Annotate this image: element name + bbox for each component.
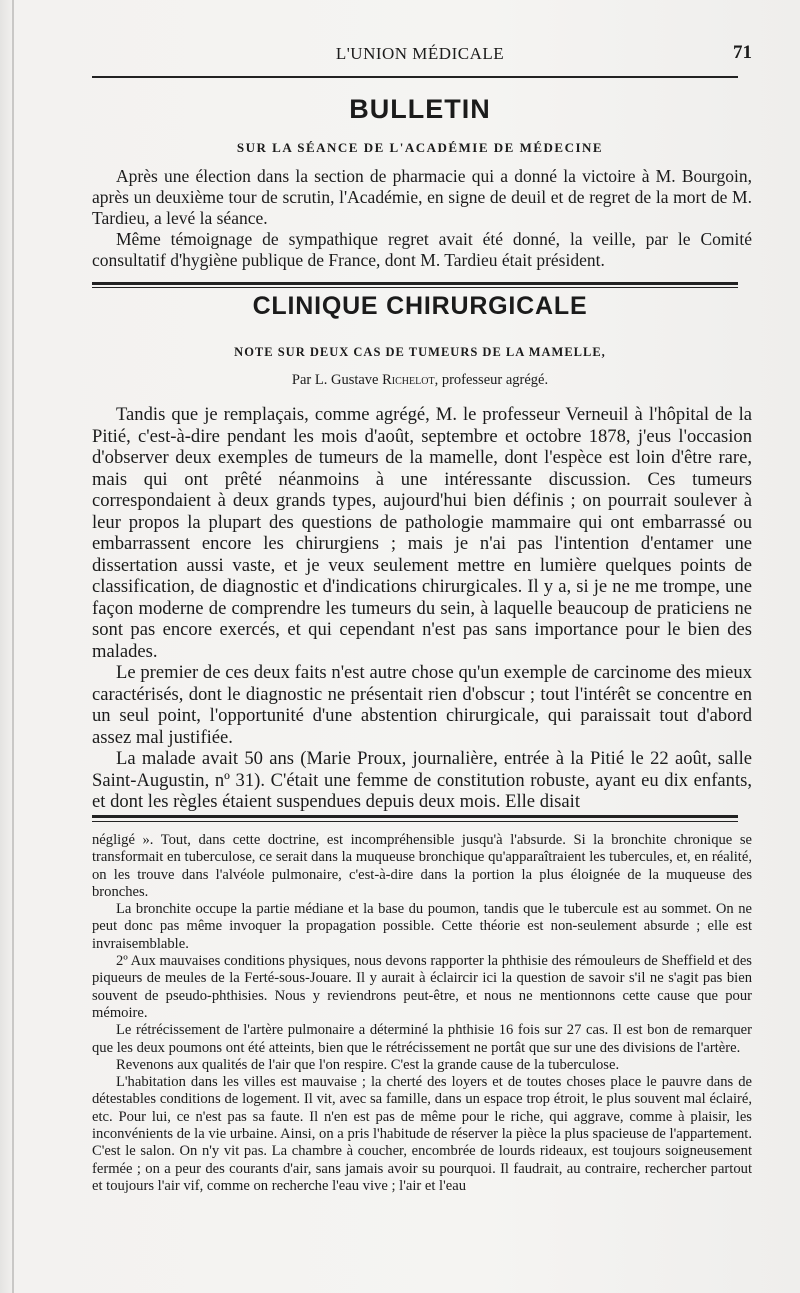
binding-edge <box>12 0 14 1293</box>
author-suffix: , professeur agrégé. <box>434 372 549 388</box>
feuilleton-body <box>92 832 752 1195</box>
feuilleton-paragraph: La bronchite occupe la partie médiane et la base du poumon, tandis que le tubercule est au sommet. On ne peut donc pas même invoquer la propagation possible. Cette théorie est non-seulement absurde ; elle est invraisemblable. <box>92 901 752 952</box>
clinique-title: CLINIQUE CHIRURGICALE <box>252 292 588 320</box>
article-paragraph: Le premier de ces deux faits n'est autre chose qu'un exemple de carcinome des mieux caractérisés, dont le diagnostic ne présentait rien d'obscur ; tout l'intérêt se concentre en un seul point, l'opportunité d'une abstention chirurgicale, qui paraissait tout d'abord assez mal justifiée. <box>92 662 752 748</box>
article-body <box>92 404 752 813</box>
bulletin-paragraph: Après une élection dans la section de pharmacie qui a donné la victoire à M. Bourgoin, après un deuxième tour de scrutin, l'Académie, en signe de deuil et de regret de la mort de M. Tardieu, a levé la séance. <box>92 166 752 228</box>
feuilleton-rule-thin <box>92 821 738 822</box>
feuilleton-paragraph: 2º Aux mauvaises conditions physiques, nous devons rapporter la phthisie des rémouleurs de Sheffield et des piqueurs de meules de la Ferté-sous-Jouare. Il y aurait à éclaircir ici la question de savoir s'il ne s'agit pas bien souvent de pseudo-phthisies. Nous y reviendrons peut-être, et nous ne mentionnons cette cause que pour mémoire. <box>92 953 752 1021</box>
section-rule-thin <box>92 287 738 288</box>
feuilleton-paragraph: Le rétrécissement de l'artère pulmonaire a déterminé la phthisie 16 fois sur 27 cas. Il est bon de remarquer que les deux poumons ont été atteints, bien que le rétrécissement ne portât que sur une des divisions de l'artère. <box>92 1022 752 1056</box>
bulletin-subtitle: SUR LA SÉANCE DE L'ACADÉMIE DE MÉDECINE <box>236 140 604 155</box>
author-line <box>160 372 680 389</box>
author-prefix: Par L. Gustave <box>291 372 383 388</box>
section-rule-thick <box>92 282 738 285</box>
feuilleton-rule-thick <box>92 815 738 818</box>
bulletin-body <box>92 166 752 271</box>
author-name: Richelot <box>382 372 435 388</box>
feuilleton-paragraph: L'habitation dans les villes est mauvaise ; la cherté des loyers et de toutes choses place le pauvre dans de détestables conditions de logement. Il vit, avec sa famille, dans un espace trop étroit, le plus souvent mal éclairé, etc. Pour lui, ce n'est pas sa faute. Il n'en est pas de même pour le riche, qui aggrave, comme à plaisir, les inconvénients de la vie urbaine. Ainsi, on a pris l'habitude de réserver la pièce la plus spacieuse de l'appartement. C'est le salon. On n'y vit pas. La chambre à coucher, encombrée de lourds rideaux, est toujours soigneusement fermée ; on a peur des courants d'air, sans jamais avoir su pourquoi. Il faudrait, au contraire, rechercher partout et toujours l'air vif, comme on recherche l'eau vive ; l'air et l'eau <box>92 1074 752 1194</box>
note-title: NOTE SUR DEUX CAS DE TUMEURS DE LA MAMELLE, <box>234 345 606 359</box>
feuilleton-paragraph: négligé ». Tout, dans cette doctrine, est incompréhensible jusqu'à l'absurde. Si la bronchite chronique se transformait en tuberculose, ce serait dans la muqueuse bronchique qu'apparaîtraient les tubercules, et, en réalité, on les trouve dans l'alvéole pulmonaire, c'est-à-dire dans la portion la plus éloignée de la muqueuse des bronches. <box>92 832 752 900</box>
feuilleton-paragraph: Revenons aux qualités de l'air que l'on respire. C'est la grande cause de la tuberculose. <box>116 1056 620 1073</box>
article-paragraph: La malade avait 50 ans (Marie Proux, journalière, entrée à la Pitié le 22 août, salle Saint-Augustin, nº 31). C'était une femme de constitution robuste, ayant eu dix enfants, et dont les règles étaient suspendues depuis deux mois. Elle disait <box>92 748 752 812</box>
bulletin-paragraph: Même témoignage de sympathique regret avait été donné, la veille, par le Comité consultatif d'hygiène publique de France, dont M. Tardieu était président. <box>92 229 752 270</box>
article-paragraph: Tandis que je remplaçais, comme agrégé, M. le professeur Verneuil à l'hôpital de la Pitié, c'est-à-dire pendant les mois d'août, septembre et octobre 1878, j'eus l'occasion d'observer deux exemples de tumeurs de la mamelle, dont l'espèce est loin d'être rare, mais qui ont prêté néanmoins à une intéressante discussion. Ces tumeurs correspondaient à deux grands types, aujourd'hui bien définis ; on pourrait soulever à leur propos la plupart des questions de pathologie mammaire qui ont embarrassé ou embarrassent encore les chirurgiens ; mais je n'ai pas l'intention d'entamer une dissertation aussi vaste, et je veux seulement mettre en lumière quelques points de classification, de diagnostic et d'indications chirurgicales. Il y a, si je ne me trompe, une façon moderne de comprendre les tumeurs du sein, à laquelle beaucoup de praticiens ne sont pas encore exercés, et qui cependant n'est pas sans importance pour le bien des malades. <box>92 404 752 662</box>
header-rule <box>92 76 738 78</box>
bulletin-title: BULLETIN <box>349 94 491 124</box>
page-number: 71 <box>733 42 752 63</box>
running-head <box>0 44 800 74</box>
journal-title: L'UNION MÉDICALE <box>335 44 505 63</box>
